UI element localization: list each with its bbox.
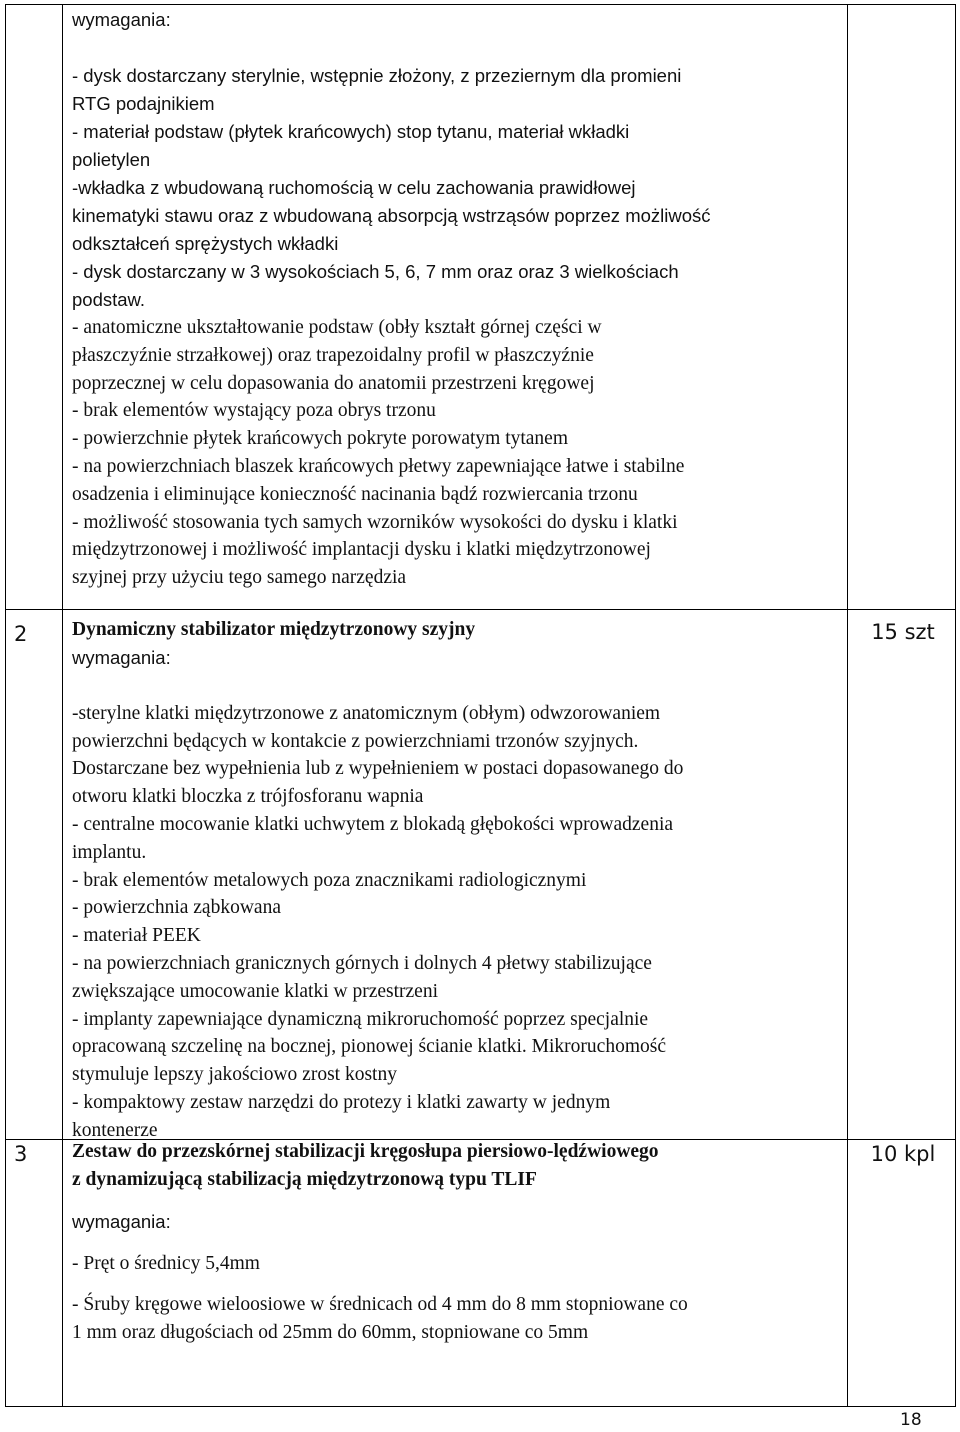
table-border-top — [5, 4, 956, 5]
description-line: międzytrzonowej i możliwość implantacji dysku i klatki międzytrzonowej — [72, 539, 651, 561]
description-line: - materiał PEEK — [72, 925, 201, 947]
row-3-number: 3 — [14, 1142, 28, 1166]
description-line: - materiał podstaw (płytek krańcowych) stop tytanu, materiał wkładki — [72, 121, 630, 142]
table-border-left — [5, 4, 6, 1407]
description-line: - na powierzchniach blaszek krańcowych płetwy zapewniające łatwe i stabilne — [72, 455, 685, 477]
description-line: - kompaktowy zestaw narzędzi do protezy i klatki zawarty w jednym — [72, 1091, 611, 1113]
item-title-line: Zestaw do przezskórnej stabilizacji kręgosłupa piersiowo-lędźwiowego — [72, 1141, 659, 1162]
description-line: RTG podajnikiem — [72, 93, 215, 114]
row-3-quantity: 10 kpl — [870, 1142, 936, 1166]
description-line: - brak elementów metalowych poza znacznikami radiologicznymi — [72, 869, 587, 891]
description-line: - na powierzchniach granicznych górnych i dolnych 4 płetwy stabilizujące — [72, 952, 652, 974]
description-line: poprzecznej w celu dopasowania do anatomii przestrzeni kręgowej — [72, 372, 595, 394]
description-line: -wkładka z wbudowaną ruchomością w celu zachowania prawidłowej — [72, 177, 636, 198]
description-line: -sterylne klatki międzytrzonowe z anatomicznym (obłym) odwzorowaniem — [72, 702, 661, 724]
spacer — [72, 34, 844, 62]
row-divider-1 — [5, 609, 956, 610]
description-line: wymagania: — [72, 9, 171, 30]
description-line: - możliwość stosowania tych samych wzorników wysokości do dysku i klatki — [72, 511, 678, 533]
table-divider-number — [62, 4, 63, 1407]
description-line: powierzchni będących w kontakcie z powierzchniami trzonów szyjnych. — [72, 730, 639, 752]
row-2-quantity: 15 szt — [871, 620, 935, 644]
item-title-line: z dynamizującą stabilizacją międzytrzonową typu TLIF — [72, 1168, 537, 1190]
spacer — [72, 1194, 844, 1208]
description-line: kinematyki stawu oraz z wbudowaną absorpcją wstrząsów poprzez możliwość — [72, 205, 711, 226]
description-line: odkształceń sprężystych wkładki — [72, 233, 339, 254]
spacer — [72, 1236, 844, 1250]
table-border-right — [955, 4, 956, 1407]
table-border-bottom — [5, 1406, 956, 1407]
row-2-number: 2 — [14, 622, 28, 646]
description-line: polietylen — [72, 149, 151, 170]
page-number: 18 — [900, 1410, 922, 1430]
description-line: stymuluje lepszy jakościowo zrost kostny — [72, 1064, 397, 1086]
row-2-description — [72, 616, 844, 1145]
description-line: otworu klatki bloczka z trójfosforanu wapnia — [72, 786, 424, 808]
description-line: - anatomiczne ukształtowanie podstaw (obły kształt górnej części w — [72, 317, 602, 338]
description-line: - dysk dostarczany w 3 wysokościach 5, 6, 7 mm oraz oraz 3 wielkościach — [72, 261, 679, 282]
description-line: płaszczyźnie strzałkowej) oraz trapezoidalny profil w płaszczyźnie — [72, 344, 594, 366]
description-line: osadzenia i eliminujące konieczność nacinania bądź rozwiercania trzonu — [72, 483, 638, 505]
description-line: - implanty zapewniające dynamiczną mikroruchomość poprzez specjalnie — [72, 1008, 649, 1030]
description-line: szyjnej przy użyciu tego samego narzędzia — [72, 567, 407, 589]
description-line: - powierzchnie płytek krańcowych pokryte porowatym tytanem — [72, 428, 569, 450]
spacer — [72, 1277, 844, 1291]
description-line: 1 mm oraz długościach od 25mm do 60mm, stopniowane co 5mm — [72, 1322, 589, 1344]
row-1-description — [72, 6, 844, 592]
description-line: Dostarczane bez wypełnienia lub z wypełnieniem w postaci dopasowanego do — [72, 758, 684, 780]
description-line: - Pręt o średnicy 5,4mm — [72, 1252, 260, 1274]
description-line: implantu. — [72, 841, 147, 863]
description-line: - powierzchnia ząbkowana — [72, 897, 281, 919]
description-line: podstaw. — [72, 289, 146, 310]
description-line: kontenerze — [72, 1119, 158, 1141]
table-divider-quantity — [847, 4, 848, 1407]
spacer — [72, 672, 844, 700]
description-line: wymagania: — [72, 1210, 171, 1232]
description-line: opracowaną szczelinę na bocznej, pionowej ścianie klatki. Mikroruchomość — [72, 1036, 666, 1058]
description-line: - brak elementów wystający poza obrys trzonu — [72, 400, 436, 422]
description-line: zwiększające umocowanie klatki w przestrzeni — [72, 980, 438, 1002]
description-line: - Śruby kręgowe wieloosiowe w średnicach od 4 mm do 8 mm stopniowane co — [72, 1294, 688, 1316]
description-line: wymagania: — [72, 646, 171, 668]
item-title-line: Dynamiczny stabilizator międzytrzonowy szyjny — [72, 619, 476, 640]
description-line: - centralne mocowanie klatki uchwytem z blokadą głębokości wprowadzenia — [72, 813, 674, 835]
row-3-description — [72, 1138, 844, 1347]
description-line: - dysk dostarczany sterylnie, wstępnie złożony, z przeziernym dla promieni — [72, 65, 682, 86]
